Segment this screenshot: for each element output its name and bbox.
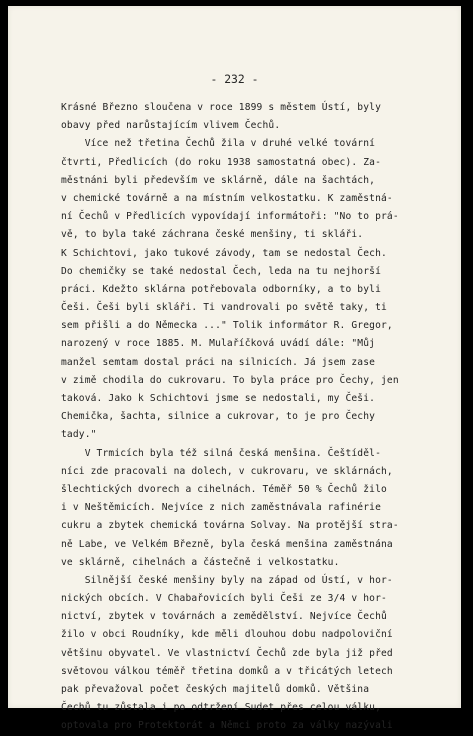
text-line: cukru a zbytek chemická továrna Solvay. Na protější stra- [61,520,399,532]
text-line: Chemička, šachta, silnice a cukrovar, to je pro Čechy [61,411,376,423]
text-line: práci. Kdežto sklárna potřebovala odborníky, a to byli [61,283,381,295]
text-line: optovala pro Protektorát a Němci proto za války nazývali [61,720,393,732]
text-line: Do chemičky se také nedostal Čech, leda na tu nejhorší [61,265,381,277]
text-line: narozený v roce 1885. M. Mulaříčková uvádí dále: "Můj [61,338,376,350]
text-line: Češi. Češi byli skláři. Ti vandrovali po světě taky, ti [61,302,387,314]
text-line: Čechů tu zůstala i po odtržení Sudet přes celou válku, [61,702,381,714]
text-line: K Schichtovi, jako tukové závody, tam se nedostal Čech. [61,247,387,259]
text-line: nických obcích. V Chabařovicích byli Češi ze 3/4 v hor- [61,593,387,605]
text-line: čtvrti, Předlicích (do roku 1938 samostatná obec). Za- [61,156,381,168]
body-text [61,99,451,736]
text-line: nictví, zbytek v továrnách a zemědělství. Nejvíce Čechů [61,611,387,623]
text-line: níci zde pracovali na dolech, v cukrovaru, ve sklárnách, [61,465,393,477]
text-line: většinu obyvatel. Ve vlastnictví Čechů zde byla již před [61,647,393,659]
text-line: ve sklárně, cihelnách a částečně i velkostatku. [61,556,340,568]
text-line: Krásné Březno sloučena v roce 1899 s městem Ústí, byly [61,102,381,113]
text-line: šlechtických dvorech a cihelnách. Téměř 50 % Čechů žilo [61,483,387,495]
text-line: i v Neštěmicích. Nejvíce z nich zaměstnávala rafinérie [61,502,381,514]
text-line: obavy před narůstajícím vlivem Čechů. [61,120,281,132]
text-line: vě, to byla také záchrana české menšiny, ti skláři. [61,229,364,241]
text-line: pak převažoval počet českých majitelů domků. Většina [61,684,370,695]
text-line: Více než třetina Čechů žila v druhé velké tovární [61,138,376,150]
document-page [8,6,461,732]
text-line: sem přišli a do Německa ..." Tolik informátor R. Gregor, [61,320,393,332]
text-line: městnáni byli především ve sklárně, dále na šachtách, [61,174,376,186]
text-line: Silnější české menšiny byly na západ od Ústí, v hor- [61,574,393,586]
text-line: taková. Jako k Schichtovi jsme se nedostali, my Češi. [61,393,376,404]
text-line: tady." [61,429,97,441]
text-line: V Trmicích byla též silná česká menšina. Češtíděl- [61,447,381,459]
page-number: - 232 - [210,72,259,86]
text-line: ně Labe, ve Velkém Březně, byla česká menšina zaměstnána [61,538,393,550]
text-line: manžel semtam dostal práci na silnicích. Já jsem zase [61,356,376,368]
text-line: v chemické továrně a na místním velkostatku. K zaměstná- [61,192,393,204]
text-line: světovou válkou téměř třetina domků a v třicátých letech [61,665,393,677]
text-line: žilo v obci Roudníky, kde měli dlouhou dobu nadpoloviční [61,629,393,641]
text-line: ní Čechů v Předlicích vypovídají informátoři: "No to prá- [61,211,399,223]
text-line: v zimě chodila do cukrovaru. To byla práce pro Čechy, jen [61,374,399,386]
